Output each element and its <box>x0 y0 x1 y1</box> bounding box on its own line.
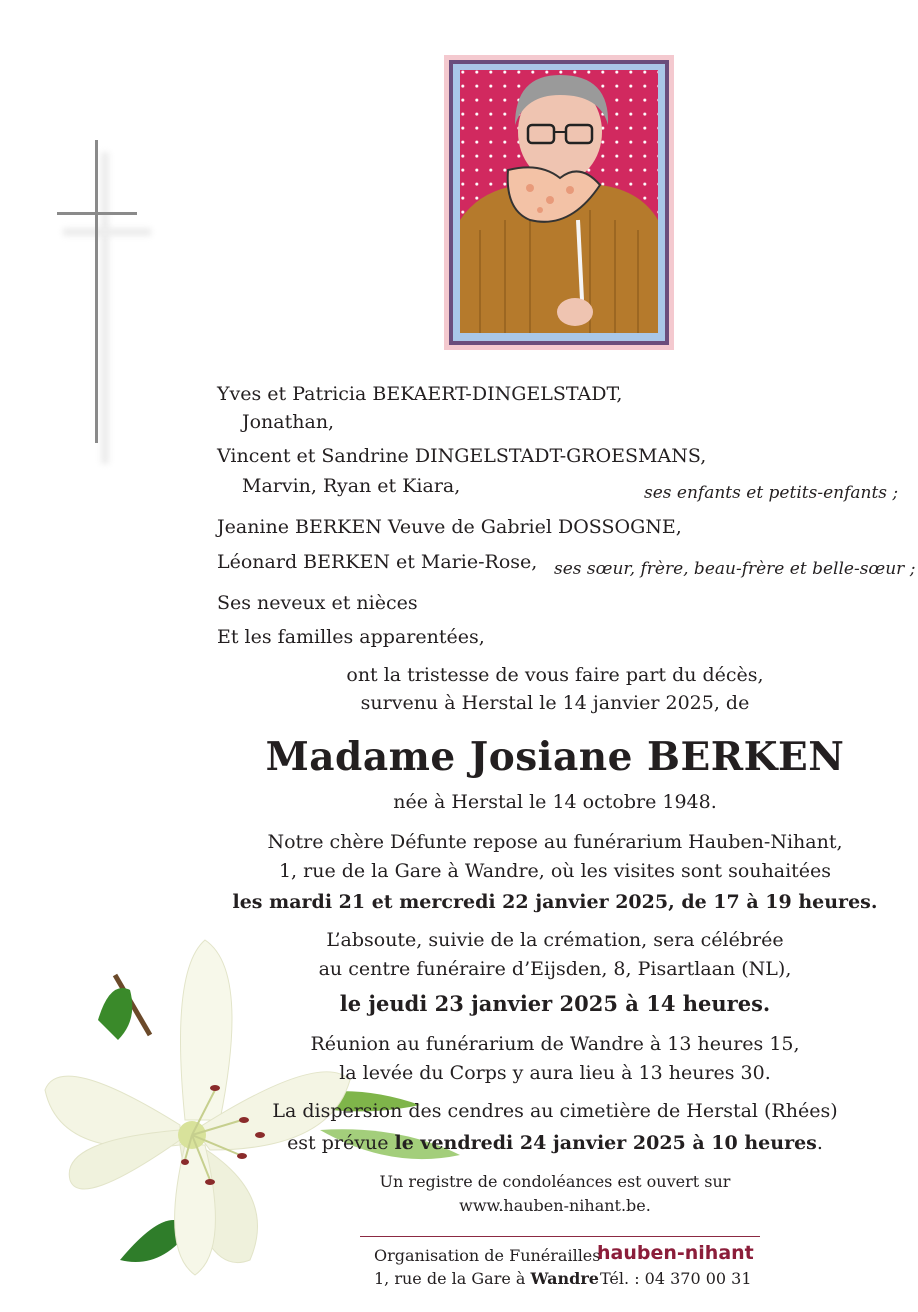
details-line: au centre funéraire d’Eijsden, 8, Pisartlaan (NL), <box>318 958 792 980</box>
cross-shadow <box>63 228 151 236</box>
ceremony-date: le jeudi 23 janvier 2025 à 14 heures. <box>339 991 771 1016</box>
family-line: Jeanine BERKEN Veuve de Gabriel DOSSOGNE, <box>217 516 682 538</box>
details-line: la levée du Corps y aura lieu à 13 heures 30. <box>339 1062 771 1084</box>
address-town: Wandre <box>530 1269 599 1288</box>
details-line: La dispersion des cendres au cimetière de Herstal (Rhées) <box>272 1100 838 1122</box>
portrait-photo <box>460 70 658 333</box>
details-line: Réunion au funérarium de Wandre à 13 heures 15, <box>310 1033 800 1055</box>
family-line: Marvin, Ryan et Kiara, <box>242 475 461 497</box>
dispersion-post: . <box>816 1132 823 1154</box>
dispersion-pre: est prévue <box>287 1132 395 1154</box>
family-line: Yves et Patricia BEKAERT-DINGELSTADT, <box>217 383 623 405</box>
announcement-line: survenu à Herstal le 14 janvier 2025, de <box>360 692 750 714</box>
deceased-name: Madame Josiane BERKEN <box>265 734 845 780</box>
cross-shadow <box>101 152 109 464</box>
dispersion-date: le vendredi 24 janvier 2025 à 10 heures <box>394 1132 817 1154</box>
family-line: Et les familles apparentées, <box>217 626 485 648</box>
cross-icon <box>95 140 98 443</box>
footer-address <box>374 1269 599 1288</box>
relation-note: ses sœur, frère, beau-frère et belle-sœur ; <box>554 559 916 579</box>
details-line: L’absoute, suivie de la crémation, sera célébrée <box>326 929 784 951</box>
footer-phone: Tél. : 04 370 00 31 <box>600 1269 752 1288</box>
address-text: 1, rue de la Gare à <box>374 1269 531 1288</box>
relation-note: ses enfants et petits-enfants ; <box>644 483 899 503</box>
family-line: Jonathan, <box>242 411 335 433</box>
details-line: Notre chère Défunte repose au funérarium Hauben-Nihant, <box>267 831 843 853</box>
announcement-line: ont la tristesse de vous faire part du décès, <box>346 664 764 686</box>
family-line: Vincent et Sandrine DINGELSTADT-GROESMANS, <box>217 445 707 467</box>
condolence-line: Un registre de condoléances est ouvert sur <box>379 1172 731 1191</box>
organisation-label: Organisation de Funérailles <box>374 1246 601 1265</box>
details-line: 1, rue de la Gare à Wandre, où les visites sont souhaitées <box>278 860 832 882</box>
dispersion-line <box>180 1131 918 1155</box>
footer-divider <box>360 1236 760 1237</box>
cross-icon <box>57 212 137 215</box>
family-line: Ses neveux et nièces <box>217 592 418 614</box>
birth-line: née à Herstal le 14 octobre 1948. <box>393 791 717 813</box>
visiting-hours: les mardi 21 et mercredi 22 janvier 2025, de 17 à 19 heures. <box>232 891 878 913</box>
website-link[interactable]: www.hauben-nihant.be. <box>459 1196 651 1215</box>
brand-logo: hauben-nihant <box>597 1242 754 1264</box>
family-line: Léonard BERKEN et Marie-Rose, <box>217 551 538 573</box>
